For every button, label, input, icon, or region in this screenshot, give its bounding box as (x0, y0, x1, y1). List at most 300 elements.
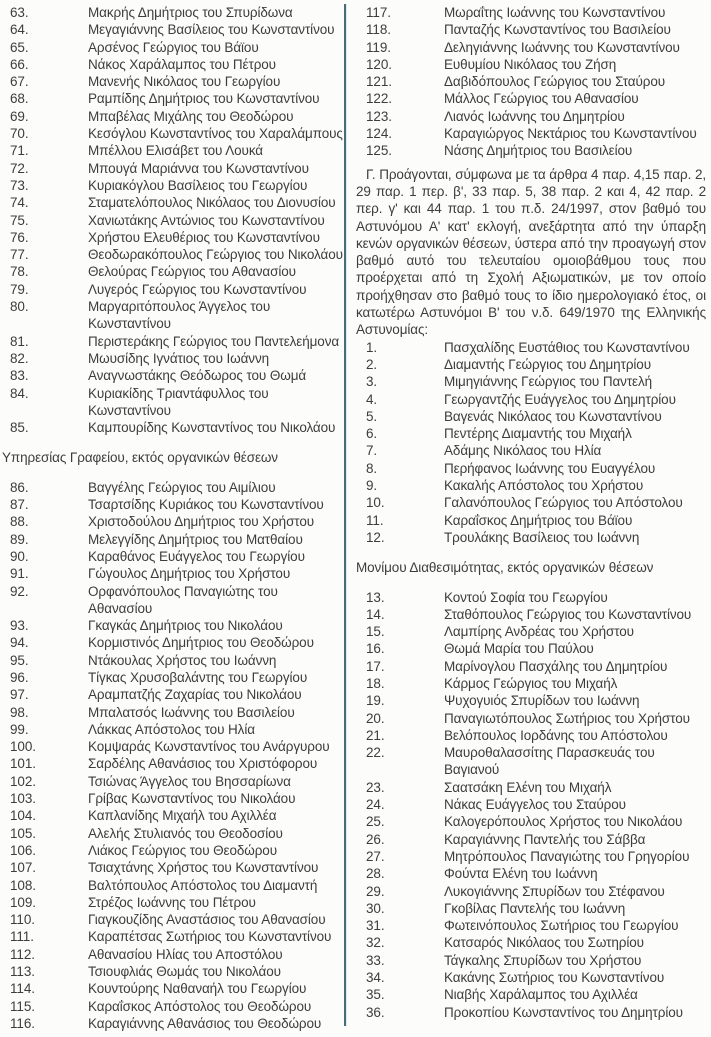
item-name: Καραπέτσας Σωτήριος του Κωνσταντίνου (88, 929, 332, 945)
list-item (10, 894, 344, 911)
item-name: Καραγιάννης Αθανάσιος του Θεοδώρου (88, 1015, 322, 1031)
item-name: Τσιαχτάνης Χρήστος του Κωνσταντίνου (88, 860, 319, 876)
list-item (366, 356, 706, 373)
list-item (10, 755, 344, 772)
list-item (10, 4, 344, 21)
item-number: 108. (10, 877, 36, 893)
item-name: Δεληγιάννης Ιωάννης του Κωνσταντίνου (444, 39, 680, 55)
item-name: Καραγιάννης Παντελής του Σάββα (444, 831, 646, 847)
item-number: 106. (10, 842, 36, 858)
item-number: 81. (10, 333, 29, 349)
item-name: Κεσόγλου Κωνσταντίνος του Χαραλάμπους (88, 126, 343, 142)
list-item (366, 90, 706, 107)
list-item (10, 177, 344, 194)
item-number: 99. (10, 721, 29, 737)
list-item (10, 721, 344, 738)
item-number: 16. (366, 641, 385, 657)
list-item (10, 634, 344, 651)
item-name: Τρουλάκης Βασίλειος του Ιωάννη (444, 529, 640, 545)
item-name: Αθανασίου Ηλίας του Αποστόλου (88, 946, 283, 962)
numbered-list (356, 4, 706, 160)
list-item (366, 442, 706, 459)
list-item (366, 589, 706, 606)
item-number: 74. (10, 195, 29, 211)
list-item (366, 796, 706, 813)
item-name: Κοντού Σοφία του Γεωργίου (444, 589, 608, 605)
item-name: Κακάνης Σωτήριος του Κωνσταντίνου (444, 970, 665, 986)
list-item (10, 617, 344, 634)
list-item (366, 391, 706, 408)
list-item (10, 160, 344, 177)
item-number: 34. (366, 970, 385, 986)
item-number: 22. (366, 745, 385, 761)
list-item (10, 911, 344, 928)
item-number: 12. (366, 529, 385, 545)
item-number: 70. (10, 126, 29, 142)
list-item (366, 339, 706, 356)
item-name: Μπουγά Μαριάννα του Κωνσταντίνου (88, 160, 309, 176)
list-item (366, 73, 706, 90)
list-item (10, 90, 344, 107)
item-name: Στρέζος Ιωάννης του Πέτρου (88, 894, 256, 910)
list-item (366, 710, 706, 727)
list-item (366, 529, 706, 546)
item-name: Γεωργαντζής Ευάγγελος του Δημητρίου (444, 391, 676, 407)
item-number: 103. (10, 791, 36, 807)
item-name: Περιστεράκης Γεώργιος του Παντελεήμονα (88, 333, 340, 349)
item-number: 29. (366, 883, 385, 899)
list-item (10, 333, 344, 350)
item-number: 2. (366, 356, 378, 372)
item-name: Ντάκουλας Χρήστος του Ιωάννη (88, 652, 277, 668)
item-name: Μακρής Δημήτριος του Σπυρίδωνα (88, 5, 293, 20)
item-name: Καραΐσκος Απόστολος του Θεοδώρου (88, 998, 312, 1014)
list-item (366, 512, 706, 529)
item-number: 107. (10, 860, 36, 876)
list-item (10, 773, 344, 790)
list-item (10, 21, 344, 38)
list-item (10, 385, 344, 420)
item-number: 7. (366, 443, 378, 459)
item-name: Κουντούρης Ναθαναήλ του Γεωργίου (88, 981, 307, 997)
list-item (10, 281, 344, 298)
item-number: 82. (10, 350, 29, 366)
numbered-list (356, 589, 706, 1021)
item-number: 105. (10, 825, 36, 841)
item-name: Ψυχογυιός Σπυρίδων του Ιωάννη (444, 693, 640, 709)
list-item (10, 548, 344, 565)
item-number: 8. (366, 460, 378, 476)
list-item (366, 477, 706, 494)
list-item (10, 142, 344, 159)
list-item (10, 229, 344, 246)
item-number: 28. (366, 866, 385, 882)
item-number: 75. (10, 212, 29, 228)
item-name: Καμπουρίδης Κωνσταντίνος του Νικολάου (88, 420, 336, 436)
item-number: 121. (366, 74, 392, 90)
item-name: Θεοδωρακόπουλος Γεώργιος του Νικολάου (88, 247, 343, 263)
item-name: Λυκογιάννης Σπυρίδων του Στέφανου (444, 883, 665, 899)
item-name: Μάλλος Γεώργιος του Αθανασίου (444, 91, 639, 107)
item-name: Αδάμης Νικόλαος του Ηλία (444, 443, 602, 459)
item-number: 80. (10, 299, 29, 315)
item-name: Μωραΐτης Ιωάννης του Κωνσταντίνου (444, 5, 666, 20)
item-number: 69. (10, 108, 29, 124)
list-item (10, 946, 344, 963)
list-item (366, 606, 706, 623)
item-number: 94. (10, 635, 29, 651)
item-name: Αραμπατζής Ζαχαρίας του Νικολάου (88, 687, 302, 703)
item-name: Αλελής Στυλιανός του Θεοδοσίου (88, 825, 283, 841)
item-number: 66. (10, 56, 29, 72)
list-item (366, 640, 706, 657)
item-name: Βαγγέλης Γεώργιος του Αιμίλιου (88, 479, 276, 495)
list-item (366, 831, 706, 848)
list-item (366, 986, 706, 1003)
item-name: Πανταζής Κωνσταντίνος του Βασιλείου (444, 22, 671, 38)
item-number: 90. (10, 548, 29, 564)
list-item (366, 900, 706, 917)
list-item (10, 73, 344, 90)
item-number: 36. (366, 1004, 385, 1020)
item-name: Καλογερόπουλος Χρήστος του Νικολάου (444, 814, 683, 830)
list-item (10, 350, 344, 367)
item-name: Δαβιδόπουλος Γεώργιος του Σταύρου (444, 74, 666, 90)
item-number: 98. (10, 704, 29, 720)
list-item (10, 56, 344, 73)
item-name: Ορφανόπουλος Παναγιώτης του Αθανασίου (88, 583, 278, 616)
item-number: 77. (10, 247, 29, 263)
list-item (10, 790, 344, 807)
item-number: 20. (366, 710, 385, 726)
list-item (10, 39, 344, 56)
item-number: 122. (366, 91, 392, 107)
item-name: Ευθυμίου Νικόλαος του Ζήση (444, 56, 617, 72)
list-item (10, 980, 344, 997)
list-item (366, 125, 706, 142)
item-number: 17. (366, 658, 385, 674)
item-number: 15. (366, 624, 385, 640)
item-name: Κορμιστινός Δημήτριος του Θεοδώρου (88, 635, 314, 651)
list-item (366, 675, 706, 692)
item-number: 97. (10, 687, 29, 703)
list-item (10, 531, 344, 548)
item-number: 87. (10, 497, 29, 513)
item-name: Σταθόπουλος Γεώργιος του Κωνσταντίνου (444, 606, 692, 622)
item-number: 27. (366, 848, 385, 864)
list-item (10, 125, 344, 142)
list-item (10, 877, 344, 894)
item-name: Τσιουφλιάς Θωμάς του Νικολάου (88, 964, 281, 980)
item-number: 24. (366, 797, 385, 813)
item-number: 96. (10, 669, 29, 685)
item-number: 114. (10, 981, 35, 997)
item-number: 104. (10, 808, 36, 824)
item-number: 110. (10, 912, 35, 928)
item-name: Καραΐσκος Δημήτριος του Βάϊου (444, 512, 633, 528)
list-item (10, 963, 344, 980)
item-name: Νάσης Δημήτριος του Βασιλείου (444, 143, 633, 159)
item-name: Μπέλλου Ελισάβετ του Λουκά (88, 143, 264, 159)
item-name: Βαγενάς Νικόλαος του Κωνσταντίνου (444, 408, 662, 424)
list-item (366, 408, 706, 425)
item-number: 100. (10, 739, 36, 755)
item-name: Μητρόπουλος Παναγιώτης του Γρηγορίου (444, 848, 690, 864)
list-item (10, 704, 344, 721)
item-name: Χανιωτάκης Αντώνιος του Κωνσταντίνου (88, 212, 325, 228)
list-item (366, 883, 706, 900)
item-name: Τάγκαλης Σπυρίδων του Χρήστου (444, 952, 642, 968)
item-number: 89. (10, 531, 29, 547)
item-name: Μελεγγίδης Δημήτριος του Ματθαίου (88, 531, 303, 547)
item-number: 73. (10, 177, 29, 193)
item-number: 67. (10, 74, 29, 90)
item-number: 23. (366, 779, 385, 795)
list-item (366, 692, 706, 709)
item-number: 116. (10, 1015, 35, 1031)
item-number: 124. (366, 126, 392, 142)
item-number: 120. (366, 56, 392, 72)
list-item (10, 859, 344, 876)
item-name: Παναγιωτόπουλος Σωτήριος του Χρήστου (444, 710, 690, 726)
item-name: Μωυσίδης Ιγνάτιος του Ιωάννη (88, 350, 270, 366)
section-header: Υπηρεσίας Γραφείου, εκτός οργανικών θέσεων (2, 450, 278, 466)
item-name: Σαατσάκη Ελένη του Μιχαήλ (444, 779, 612, 795)
item-name: Κακαλής Απόστολος του Χρήστου (444, 478, 644, 494)
item-name: Λιανός Ιωάννης του Δημητρίου (444, 108, 625, 124)
list-item (366, 969, 706, 986)
list-item (366, 744, 706, 779)
item-name: Χρήστου Ελευθέριος του Κωνσταντίνου (88, 229, 320, 245)
item-name: Ραμπίδης Δημήτριος του Κωνσταντίνου (88, 91, 320, 107)
item-number: 123. (366, 108, 392, 124)
list-item (10, 669, 344, 686)
item-name: Προκοπίου Κωνσταντίνος του Δημητρίου (444, 1004, 683, 1020)
item-number: 102. (10, 773, 36, 789)
item-name: Μαργαριτόπουλος Άγγελος του Κωνσταντίνου (88, 299, 271, 332)
item-number: 88. (10, 514, 29, 530)
item-name: Μαρίνογλου Πασχάλης του Δημητρίου (444, 658, 668, 674)
item-name: Κατσαρός Νικόλαος του Σωτηρίου (444, 935, 644, 951)
item-name: Τσαρτσίδης Κυριάκος του Κωνσταντίνου (88, 497, 324, 513)
list-item (366, 813, 706, 830)
item-number: 32. (366, 935, 385, 951)
list-item (10, 263, 344, 280)
item-number: 85. (10, 420, 29, 436)
item-name: Φούντα Ελένη του Ιωάννη (444, 866, 598, 882)
right-column (346, 4, 711, 1037)
list-item (10, 998, 344, 1015)
list-item (10, 419, 344, 436)
item-number: 76. (10, 229, 29, 245)
item-name: Νάκος Χαράλαμπος του Πέτρου (88, 56, 276, 72)
item-name: Λαμπίρης Ανδρέας του Χρήστου (444, 624, 634, 640)
list-item (366, 494, 706, 511)
item-name: Μανενής Νικόλαος του Γεωργίου (88, 74, 281, 90)
item-number: 109. (10, 894, 36, 910)
list-item (10, 298, 344, 333)
section-header: Μονίμου Διαθεσιμότητας, εκτός οργανικών θέσεων (356, 560, 654, 576)
list-item (366, 373, 706, 390)
list-item (366, 779, 706, 796)
item-number: 14. (366, 606, 385, 622)
item-name: Νιαβής Χαράλαμπος του Αχιλλέα (444, 987, 638, 1003)
item-name: Μπαβέλας Μιχάλης του Θεοδώρου (88, 108, 294, 124)
list-item (10, 583, 344, 618)
list-item (10, 842, 344, 859)
item-name: Χριστοδούλου Δημήτριος του Χρήστου (88, 514, 315, 530)
list-item (10, 367, 344, 384)
item-name: Πασχαλίδης Ευστάθιος του Κωνσταντίνου (444, 339, 690, 355)
item-name: Βελόπουλος Ιορδάνης του Απόστολου (444, 727, 668, 743)
item-number: 118. (366, 22, 391, 38)
list-item (10, 807, 344, 824)
item-name: Γρίβας Κωνσταντίνος του Νικολάου (88, 791, 296, 807)
item-name: Λιάκος Γεώργιος του Θεοδώρου (88, 842, 277, 858)
list-item (366, 934, 706, 951)
item-name: Κομψαράς Κωνσταντίνος του Ανάργυρου (88, 739, 330, 755)
item-number: 64. (10, 22, 29, 38)
list-item (366, 623, 706, 640)
item-number: 13. (366, 589, 385, 605)
item-name: Μπαλατσός Ιωάννης του Βασιλείου (88, 704, 295, 720)
item-name: Θωμά Μαρία του Παύλου (444, 641, 594, 657)
list-item (10, 212, 344, 229)
list-item (10, 565, 344, 582)
list-item (366, 4, 706, 21)
item-number: 119. (366, 39, 391, 55)
item-number: 113. (10, 964, 35, 980)
item-name: Σταματελόπουλος Νικόλαος του Διονυσίου (88, 195, 336, 211)
list-item (10, 652, 344, 669)
item-name: Καπλανίδης Μιχαήλ του Αχιλλέα (88, 808, 277, 824)
item-number: 25. (366, 814, 385, 830)
item-number: 21. (366, 727, 385, 743)
item-name: Διαμαντής Γεώργιος του Δημητρίου (444, 356, 651, 372)
item-number: 5. (366, 408, 378, 424)
list-item (366, 56, 706, 73)
item-number: 11. (366, 512, 384, 528)
list-item (366, 460, 706, 477)
item-name: Γκοβίλας Παντελής του Ιωάννη (444, 900, 626, 916)
item-name: Νάκας Ευάγγελος του Σταύρου (444, 797, 626, 813)
item-number: 63. (10, 5, 29, 20)
promotion-paragraph: Γ. Προάγονται, σύμφωνα με τα άρθρα 4 παρ. 4,15 παρ. 2, 29 παρ. 1 περ. β', 33 παρ. 5, 38 παρ. 2 και 4, 42 παρ. 2 περ. γ' και 44 παρ. 1 του π.δ. 24/1997, στον βαθμό του Αστυνόμου Α' κατ' εκλογή, ανεξάρτητα από την ύπαρξη κενών οργανικών θέσεων, ύστερα από την προαγωγή στον βαθμό αυτό του τελευταίου ομοιοβάθμου τους που προέρχεται από τη Σχολή Αξιωματικών, με τον οποίο προήχθησαν στο βαθμό τους το ίδιο ημερολογιακό έτος, οι κατωτέρω Αστυνόμοι Β' του ν.δ. 649/1970 της Ελληνικής Αστυνομίας: (356, 166, 706, 338)
item-name: Θελούρας Γεώργιος του Αθανασίου (88, 264, 296, 280)
list-item (10, 928, 344, 945)
item-number: 4. (366, 391, 378, 407)
item-name: Λάκκας Απόστολος του Ηλία (88, 721, 255, 737)
item-number: 68. (10, 91, 29, 107)
item-name: Φωτεινόπουλος Σωτήριος του Γεωργίου (444, 918, 679, 934)
list-item (366, 39, 706, 56)
list-item (366, 865, 706, 882)
list-item (366, 952, 706, 969)
item-name: Γαλανόπουλος Γεώργιος του Απόστολου (444, 495, 683, 511)
item-number: 93. (10, 618, 29, 634)
item-number: 91. (10, 566, 29, 582)
numbered-list (2, 4, 344, 436)
item-name: Πεντέρης Διαμαντής του Μιχαήλ (444, 426, 632, 442)
item-name: Καραγιώργος Νεκτάριος του Κωνσταντίνου (444, 126, 697, 142)
item-number: 79. (10, 281, 29, 297)
list-item (366, 727, 706, 744)
item-name: Μαυροθαλασσίτης Παρασκευάς του Βαγιανού (444, 745, 655, 778)
item-number: 83. (10, 368, 29, 384)
item-number: 33. (366, 952, 385, 968)
list-item (10, 108, 344, 125)
item-name: Τίγκας Χρυσοβαλάντης του Γεωργίου (88, 669, 308, 685)
item-number: 35. (366, 987, 385, 1003)
list-item (366, 108, 706, 125)
item-number: 65. (10, 39, 29, 55)
list-item (10, 246, 344, 263)
item-number: 6. (366, 426, 378, 442)
item-number: 115. (10, 998, 35, 1014)
item-number: 111. (10, 929, 34, 945)
list-item (366, 658, 706, 675)
item-name: Βαλτόπουλος Απόστολος του Διαμαντή (88, 877, 318, 893)
item-name: Μιμηγιάννης Γεώργιος του Παντελή (444, 374, 653, 390)
item-name: Αρσένος Γεώργιος του Βάϊου (88, 39, 259, 55)
list-item (366, 848, 706, 865)
item-name: Κυριακόγλου Βασίλειος του Γεωργίου (88, 177, 308, 193)
item-name: Γώγουλος Δημήτριος του Χρήστου (88, 566, 291, 582)
item-number: 3. (366, 374, 378, 390)
item-name: Γκαγκάς Δημήτριος του Νικολάου (88, 618, 283, 634)
list-item (366, 21, 706, 38)
numbered-list (356, 339, 706, 547)
item-number: 72. (10, 160, 29, 176)
item-name: Γιαγκουζίδης Αναστάσιος του Αθανασίου (88, 912, 326, 928)
item-number: 1. (366, 339, 378, 355)
list-item (10, 513, 344, 530)
list-item (10, 194, 344, 211)
left-column (0, 4, 344, 1037)
item-number: 86. (10, 479, 29, 495)
item-number: 26. (366, 831, 385, 847)
list-item (10, 479, 344, 496)
item-number: 84. (10, 385, 29, 401)
item-number: 30. (366, 900, 385, 916)
numbered-list (2, 479, 344, 1033)
item-number: 95. (10, 652, 29, 668)
item-name: Καραθάνος Ευάγγελος του Γεωργίου (88, 548, 305, 564)
item-name: Τσιώνας Άγγελος του Βησσαρίωνα (88, 773, 291, 789)
item-number: 112. (10, 946, 35, 962)
list-item (366, 1004, 706, 1021)
item-name: Μεγαγιάννης Βασίλειος του Κωνσταντίνου (88, 22, 335, 38)
item-name: Λυγερός Γεώργιος του Κωνσταντίνου (88, 281, 307, 297)
item-number: 10. (366, 495, 385, 511)
item-number: 78. (10, 264, 29, 280)
list-item (366, 142, 706, 159)
list-item (10, 825, 344, 842)
list-item (10, 496, 344, 513)
item-name: Αναγνωστάκης Θεόδωρος του Θωμά (88, 368, 307, 384)
list-item (366, 917, 706, 934)
item-number: 117. (366, 5, 391, 20)
item-name: Κυριακίδης Τριαντάφυλλος του Κωνσταντίνου (88, 385, 269, 418)
item-number: 101. (10, 756, 36, 772)
item-number: 71. (10, 143, 29, 159)
list-item (10, 1015, 344, 1032)
item-number: 19. (366, 693, 385, 709)
item-name: Σαρδέλης Αθανάσιος του Χριστόφορου (88, 756, 318, 772)
item-name: Περήφανος Ιωάννης του Ευαγγέλου (444, 460, 656, 476)
list-item (366, 425, 706, 442)
item-number: 9. (366, 478, 378, 494)
